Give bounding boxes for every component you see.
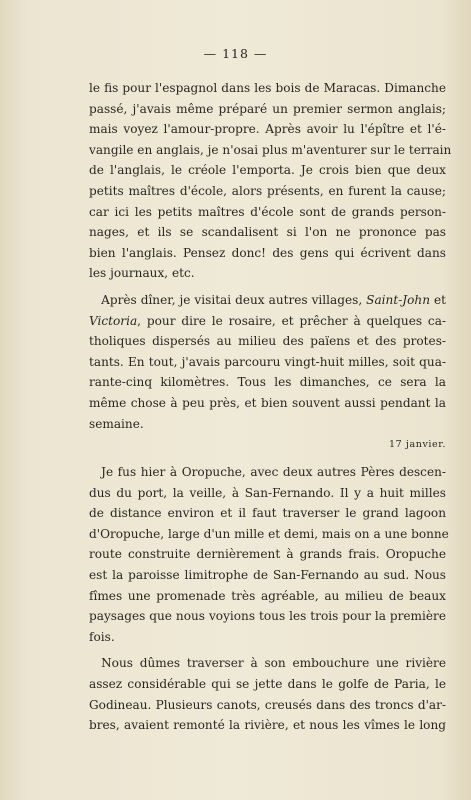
paragraph-3	[89, 462, 449, 647]
text-line: bres, avaient remonté la rivière, et nous les vîmes le long	[89, 718, 446, 733]
text-line: rante-cinq kilomètres. Tous les dimanches, ce sera la	[89, 375, 446, 390]
entry-date: 17 janvier.	[389, 439, 446, 451]
place-name: Victoria	[89, 313, 138, 328]
body-text	[89, 78, 452, 736]
text-line: tholiques dispersés au milieu des païens et des protes-	[89, 334, 446, 349]
text-line: passé, j'avais même préparé un premier sermon anglais;	[89, 101, 446, 116]
text-line: mais voyez l'amour-propre. Après avoir lu l'épître et l'é-	[89, 122, 446, 137]
text-line: de distance environ et il faut traverser le grand lagoon	[89, 506, 446, 521]
text-line: fois.	[89, 629, 115, 644]
text-line: tants. En tout, j'avais parcouru vingt-huit milles, soit qua-	[89, 354, 446, 369]
text-line: le fis pour l'espagnol dans les bois de Maracas. Dimanche	[89, 81, 446, 95]
text-line: même chose à peu près, et bien souvent aussi pendant la	[89, 395, 446, 410]
text-line: semaine.	[89, 416, 144, 431]
text-line: bien l'anglais. Pensez donc! des gens qui écrivent dans	[89, 245, 446, 260]
text-line: paysages que nous voyions tous les trois pour la première	[89, 609, 446, 624]
text-line: petits maîtres d'école, alors présents, en furent la cause;	[89, 183, 446, 198]
text-line: assez considérable qui se jette dans le golfe de Paria, le	[89, 677, 446, 692]
page-number: — 118 —	[203, 46, 268, 61]
text-line: dus du port, la veille, à San-Fernando. Il y a huit milles	[89, 485, 446, 500]
text-line: les journaux, etc.	[89, 266, 195, 281]
text-line: est la paroisse limitrophe de San-Fernando au sud. Nous	[89, 568, 446, 583]
text-line: vangile en anglais, je n'osai plus m'aventurer sur le terrain	[89, 142, 452, 157]
paragraph-4	[89, 653, 446, 735]
text-line: Godineau. Plusieurs canots, creusés dans des troncs d'ar-	[89, 697, 446, 712]
text-line: d'Oropuche, large d'un mille et demi, mais on a une bonne	[89, 526, 449, 541]
text-line: Victoria, pour dire le rosaire, et prêcher à quelques ca-	[89, 313, 446, 328]
paragraph-2	[89, 290, 446, 434]
text-line: route construite dernièrement à grands frais. Oropuche	[89, 547, 446, 562]
paragraph-1	[89, 78, 452, 284]
text-line: de l'anglais, le créole l'emporta. Je crois bien que deux	[89, 163, 446, 178]
text-line: Je fus hier à Oropuche, avec deux autres Pères descen-	[101, 465, 446, 480]
text-line: Nous dûmes traverser à son embouchure une rivière	[101, 656, 446, 671]
text-line: nages, et ils se scandalisent si l'on ne prononce pas	[89, 225, 446, 240]
place-name: Saint-John	[366, 292, 430, 307]
text-line: fîmes une promenade très agréable, au milieu de beaux	[89, 588, 446, 603]
text-line: Après dîner, je visitai deux autres villages, Saint-John et	[101, 292, 446, 307]
text-line: car ici les petits maîtres d'école sont de grands person-	[89, 204, 446, 219]
